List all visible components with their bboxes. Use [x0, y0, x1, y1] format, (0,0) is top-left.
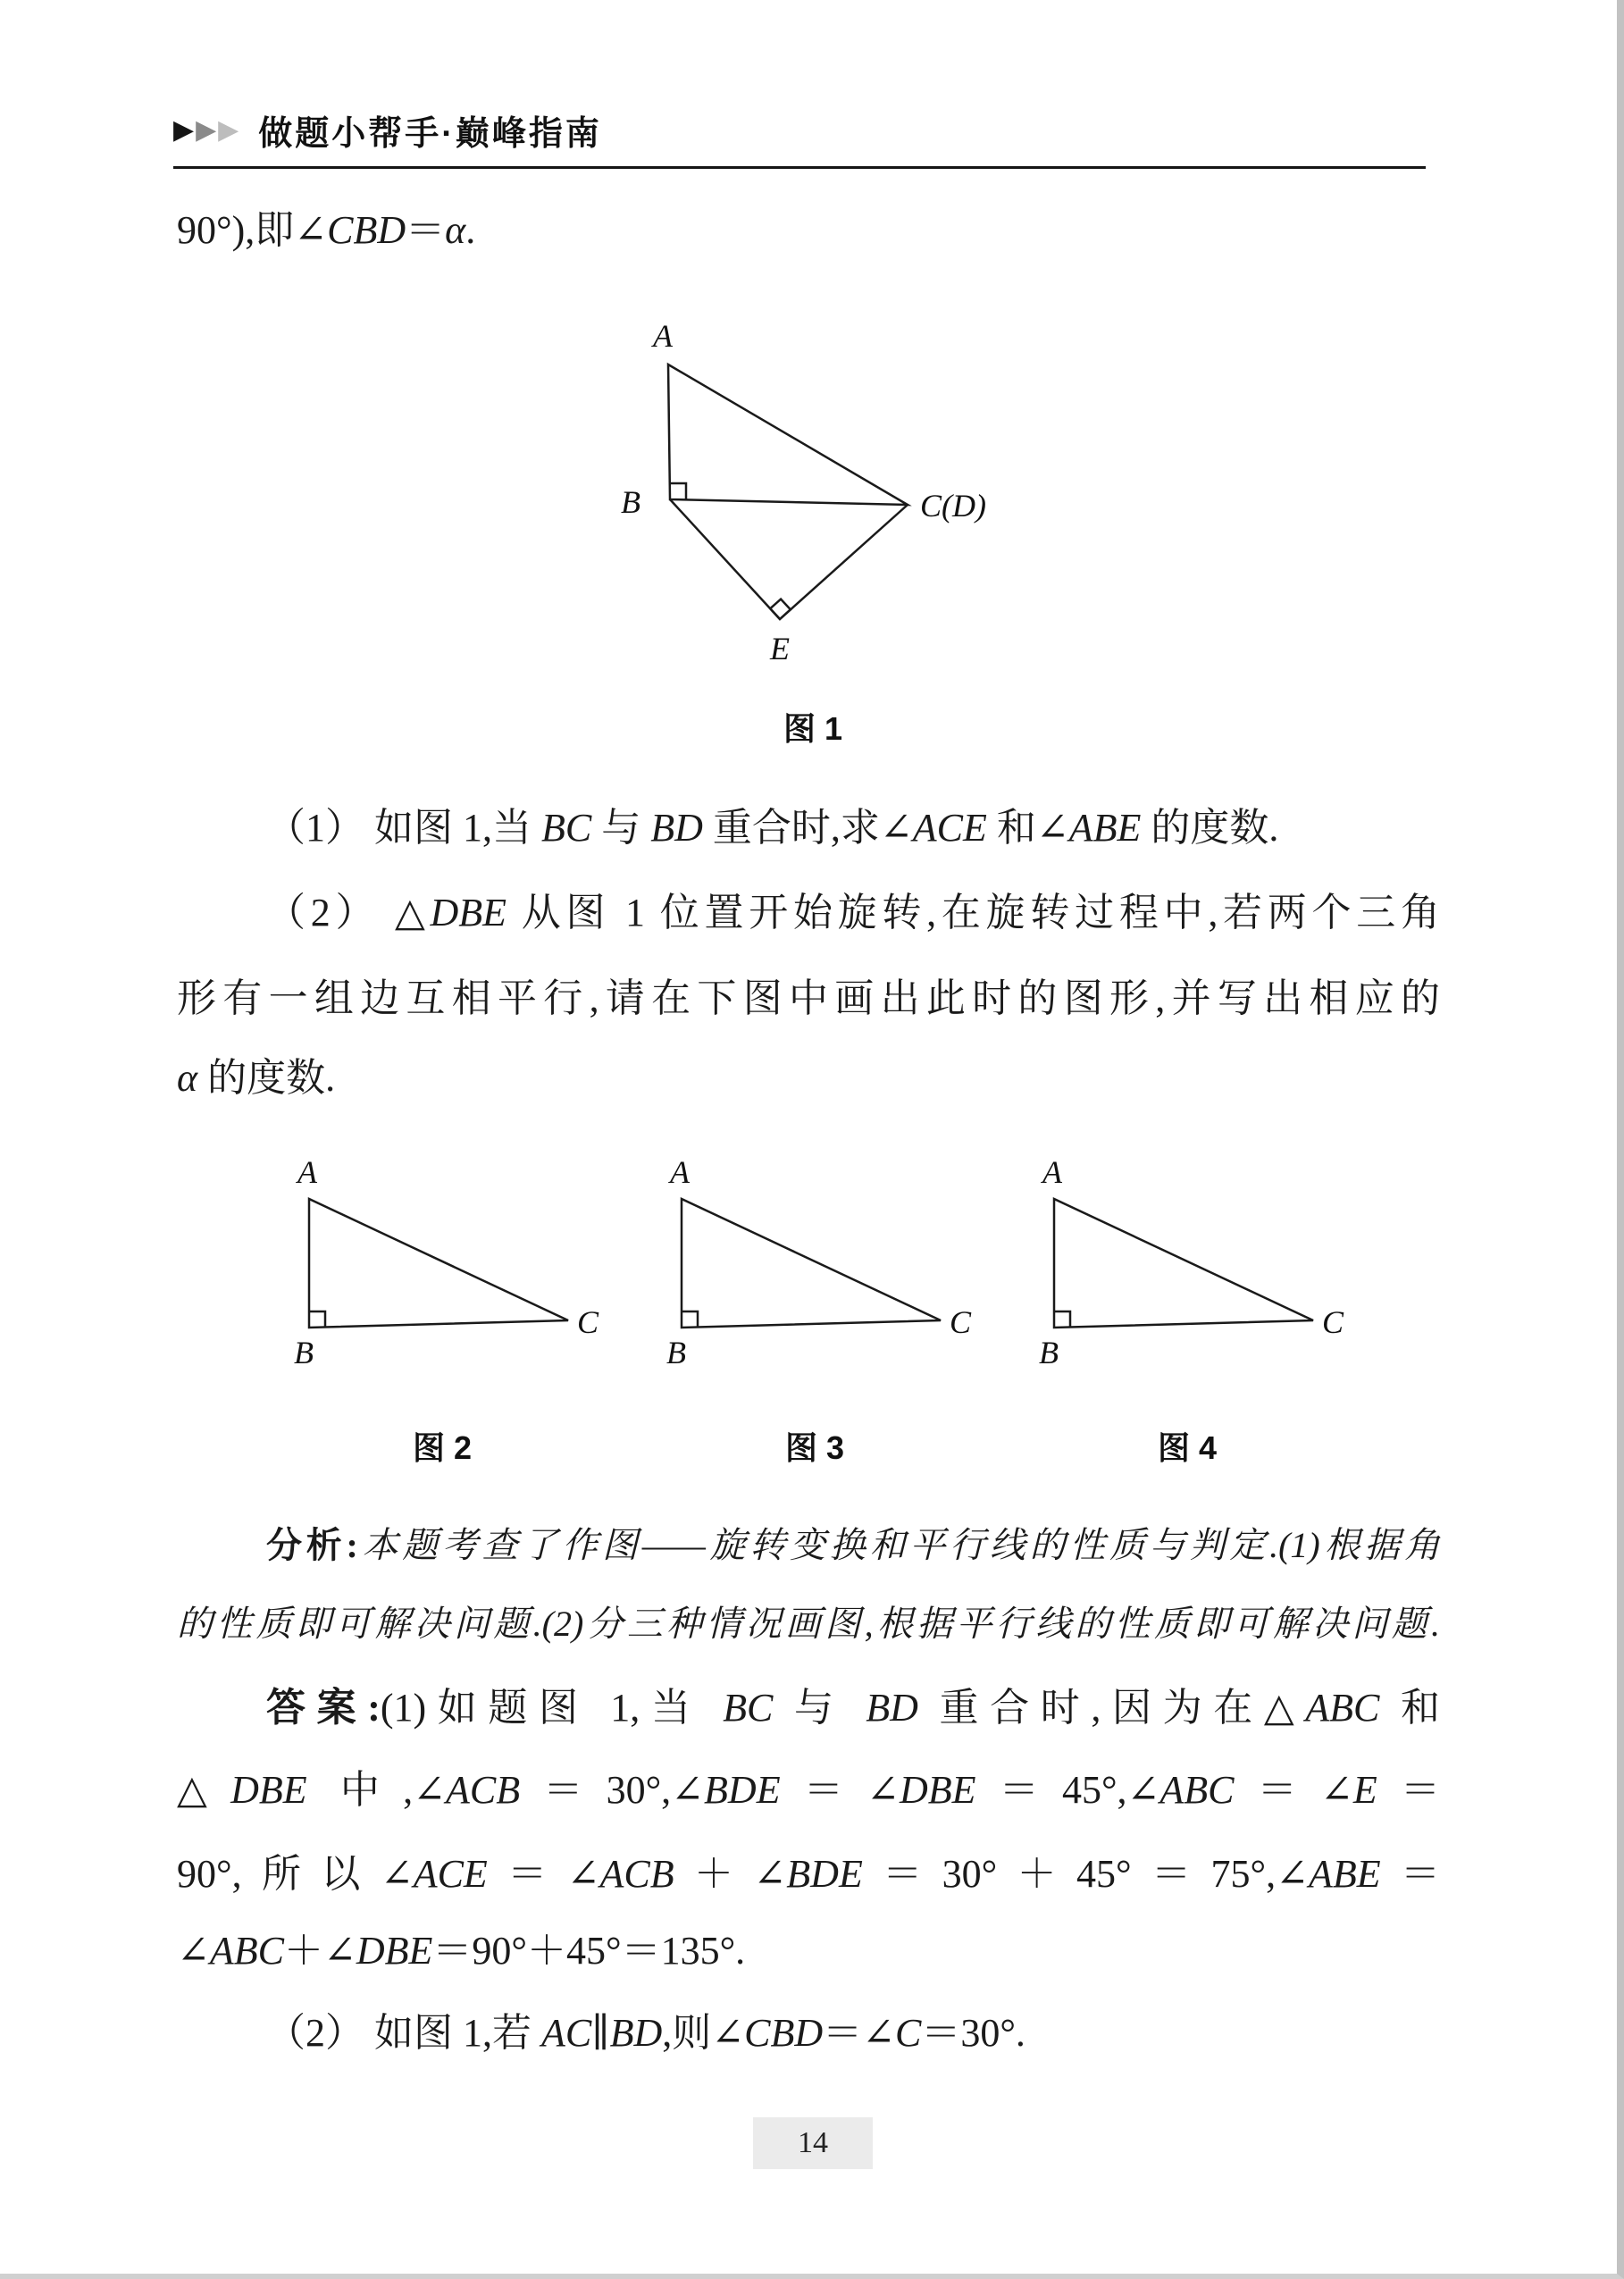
page-number: 14 [753, 2117, 873, 2169]
answer-line-4: ∠ABC＋∠DBE＝90°＋45°＝135°. [177, 1929, 746, 1973]
question1-line: （1） 如图 1,当 BC 与 BD 重合时,求∠ACE 和∠ABE 的度数. [266, 806, 1279, 850]
header-rule [173, 166, 1426, 169]
figure1-caption: 图 1 [783, 710, 843, 747]
vertex-label-b: B [1039, 1335, 1059, 1367]
analysis-line-2: 的性质即可解决问题.(2)分三种情况画图,根据平行线的性质即可解决问题. [177, 1604, 1440, 1644]
figure2 [277, 1144, 607, 1469]
question2-line-1: （2） △DBE 从图 1 位置开始旋转,在旋转过程中,若两个三角 [266, 891, 1441, 934]
figure3-diagram [649, 1144, 980, 1367]
figure3-caption: 图 3 [784, 1429, 845, 1466]
vertex-label-c: C [1322, 1304, 1344, 1340]
header-title: 做题小帮手·巅峰指南 [258, 115, 602, 153]
right-angle-marker-b [1054, 1311, 1070, 1328]
vertex-label-b: B [621, 484, 640, 520]
triangle-bce-edges [670, 499, 908, 619]
vertex-label-e: E [770, 631, 790, 666]
answer-text-1: (1)如题图 1,当 BC 与 BD 重合时,因为在△ABC 和 [380, 1686, 1441, 1730]
right-angle-marker-b [682, 1311, 698, 1328]
figure1 [473, 313, 1152, 674]
question2-line-2: 形有一组边互相平行,请在下图中画出此时的图形,并写出相应的 [177, 976, 1440, 1020]
vertex-label-a: A [1042, 1154, 1062, 1190]
figure1-diagram [473, 313, 1152, 670]
figure4-caption: 图 4 [1157, 1429, 1218, 1466]
lead-text-line: 90°),即∠CBD＝α. [177, 208, 476, 252]
question2-line-3: α 的度数. [177, 1056, 336, 1100]
analysis-text-1: 本题考查了作图——旋转变换和平行线的性质与判定.(1)根据角 [357, 1525, 1440, 1565]
figure2-diagram [277, 1144, 607, 1367]
right-angle-marker-b [309, 1311, 325, 1328]
answer-line-3: 90°,所以∠ACE＝∠ACB＋∠BDE＝30°＋45°＝75°,∠ABE＝ [177, 1852, 1441, 1896]
answer-label: 答案: [266, 1686, 381, 1730]
vertex-label-a: A [653, 318, 673, 354]
figure4-diagram [1022, 1144, 1352, 1367]
header-arrows-icon: ▶▶▶ [173, 114, 241, 145]
vertex-label-a: A [297, 1154, 317, 1190]
answer-part2-line: （2） 如图 1,若 AC∥BD,则∠CBD＝∠C＝30°. [266, 2011, 1025, 2055]
right-angle-marker-b [670, 483, 686, 499]
page-header [173, 105, 602, 155]
vertex-label-b: B [294, 1335, 314, 1367]
figure2-caption: 图 2 [412, 1429, 473, 1466]
vertex-label-c: C [950, 1304, 972, 1340]
vertex-label-a: A [670, 1154, 690, 1190]
answer-line-2: △DBE 中,∠ACB＝30°,∠BDE＝∠DBE＝45°,∠ABC＝∠E＝ [177, 1768, 1441, 1812]
analysis-line-1 [177, 1521, 1440, 1570]
figure4 [1022, 1144, 1352, 1469]
right-angle-marker-e [770, 599, 791, 619]
triangle-abc-edges [668, 364, 908, 505]
triangle-edges [682, 1199, 941, 1328]
vertex-label-b: B [666, 1335, 686, 1367]
analysis-label: 分析: [266, 1525, 358, 1565]
vertex-label-cd: C(D) [920, 488, 986, 524]
figure3 [649, 1144, 980, 1469]
triangle-edges [309, 1199, 568, 1328]
answer-line-1 [177, 1681, 1440, 1734]
triangle-edges [1054, 1199, 1313, 1328]
vertex-label-c: C [577, 1304, 599, 1340]
